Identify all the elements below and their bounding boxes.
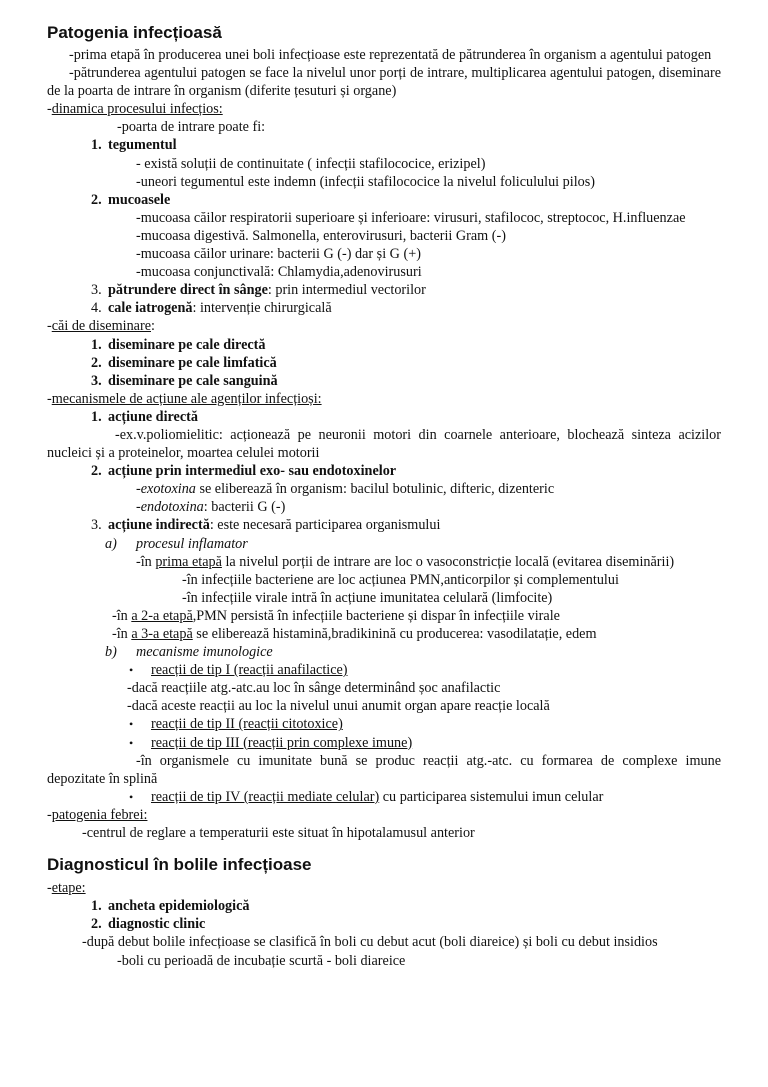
etape-heading: -etape: [47, 880, 86, 897]
febra-heading: -patogenia febrei: [47, 806, 148, 823]
text-line: -în infecțiile virale intră în acțiune imunitatea celulară (limfocite) [182, 589, 553, 606]
text-line: -uneori tegumentul este indemn (infecții stafilococice la nivelul foliculului pilos) [136, 173, 595, 190]
intro-paragraph-2: -pătrunderea agentului patogen se face la nivelul unor porți de intrare, multiplicarea agentului patogen, diseminare de la poarta de intrare în organism (diferite țesuturi și organe) [47, 65, 721, 100]
prima-etapa-paragraph: -în prima etapă la nivelul porții de intrare are loc o vasoconstricție locală (evitarea diseminării) [136, 553, 675, 570]
bullet-icon: • [129, 789, 134, 804]
document-page [47, 22, 721, 970]
text-line: -mucoasa conjunctivală: Chlamydia,adenovirusuri [136, 264, 422, 281]
text-line: -dacă reacțiile atg.-atc.au loc în sânge determinând șoc anafilactic [127, 680, 501, 697]
bullet-reactii-tip-1: • reacții de tip I (reacții anafilactice) [129, 662, 348, 679]
bullet-reactii-tip-2: • reacții de tip II (reacții citotoxice) [129, 716, 343, 733]
section-title-patogenia: Patogenia infecțioasă [47, 23, 222, 42]
list-item-ancheta: 1. ancheta epidemiologică [91, 898, 250, 915]
bullet-reactii-tip-4: • reacții de tip IV (reacții mediate celular) cu participarea sistemului imun celular [129, 788, 604, 805]
febra-text: -centrul de reglare a temperaturii este situat în hipotalamusul anterior [82, 825, 475, 842]
etapa-3-line: -în a 3-a etapă se eliberează histamină,bradikinină cu producerea: vasodilatație, edem [112, 626, 597, 642]
list-item-diseminare: 2. diseminare pe cale limfatică [91, 354, 277, 371]
bullet-icon: • [129, 663, 134, 678]
list-item-diseminare: 3. diseminare pe cale sanguină [91, 372, 278, 389]
text-line: -mucoasa căilor urinare: bacterii G (-) dar și G (+) [136, 246, 421, 263]
complexe-imune-paragraph: -în organismele cu imunitate bună se produc reacții atg.-atc. cu formarea de complexe imune depozitate în splină [47, 752, 721, 787]
list-item-mucoasele: 2. mucoasele [91, 191, 171, 208]
poliomielitic-paragraph: -ex.v.poliomielitic: acționează pe neuronii motori din coarnele anterioare, blochează sinteza acizilor nucleici și a proteinelor, moartea celulei motorii [47, 426, 721, 462]
intro-paragraph-1: -prima etapă în producerea unei boli infecțioase este reprezentată de pătrunderea în organism a agentului patogen [69, 47, 712, 63]
diseminare-heading: -căi de diseminare: [47, 318, 155, 335]
text-line: -în infecțiile bacteriene are loc acțiunea PMN,anticorpilor și complementului [182, 571, 619, 588]
list-item-tegumentul: 1. tegumentul [91, 137, 177, 154]
text-line: -mucoasa căilor respiratorii superioare și inferioare: virusuri, stafilococ, streptococ, H.influenzae [136, 209, 686, 226]
list-item-actiune-directa: 1. acțiune directă [91, 408, 198, 425]
endotoxina-line: -endotoxina: bacterii G (-) [136, 499, 286, 516]
list-item-iatrogena: 4. cale iatrogenă: intervenție chirurgicală [91, 300, 332, 317]
etapa-2-line: -în a 2-a etapă,PMN persistă în infecțiile bacteriene și dispar în infecțiile virale [112, 607, 560, 624]
subitem-proces-inflamator: a) procesul inflamator [105, 535, 248, 552]
exotoxina-line: -exotoxina se eliberează în organism: bacilul botulinic, difteric, dizenteric [136, 481, 555, 498]
list-item-diagnostic-clinic: 2. diagnostic clinic [91, 916, 206, 933]
incubatie-text: -boli cu perioadă de incubație scurtă - boli diareice [117, 952, 406, 969]
bullet-icon: • [129, 735, 134, 750]
list-item-toxine: 2. acțiune prin intermediul exo- sau endotoxinelor [91, 463, 397, 480]
mecanisme-heading: -mecanismele de acțiune ale agenților infecțioși: [47, 390, 322, 407]
text-line: - există soluții de continuitate ( infecții stafilococice, erizipel) [136, 155, 486, 172]
list-item-diseminare: 1. diseminare pe cale directă [91, 336, 266, 353]
debut-text: -după debut bolile infecțioase se clasifică în boli cu debut acut (boli diareice) și boli cu debut insidios [82, 934, 658, 951]
poarta-intro: -poarta de intrare poate fi: [117, 119, 266, 136]
text-line: -dacă aceste reacții au loc la nivelul unui anumit organ apare reacție locală [127, 698, 550, 715]
list-item-sange: 3. pătrundere direct în sânge: prin intermediul vectorilor [91, 282, 426, 299]
bullet-reactii-tip-3: • reacții de tip III (reacții prin complexe imune) [129, 734, 413, 751]
subitem-mecanisme-imunologice: b) mecanisme imunologice [105, 644, 273, 661]
section-title-diagnostic: Diagnosticul în bolile infecțioase [47, 855, 312, 875]
list-item-actiune-indirecta: 3. acțiune indirectă: este necesară participarea organismului [91, 517, 441, 534]
bullet-icon: • [129, 717, 134, 732]
dinamica-heading: -dinamica procesului infecțios: [47, 101, 223, 118]
text-line: -mucoasa digestivă. Salmonella, enterovirusuri, bacterii Gram (-) [136, 227, 506, 244]
